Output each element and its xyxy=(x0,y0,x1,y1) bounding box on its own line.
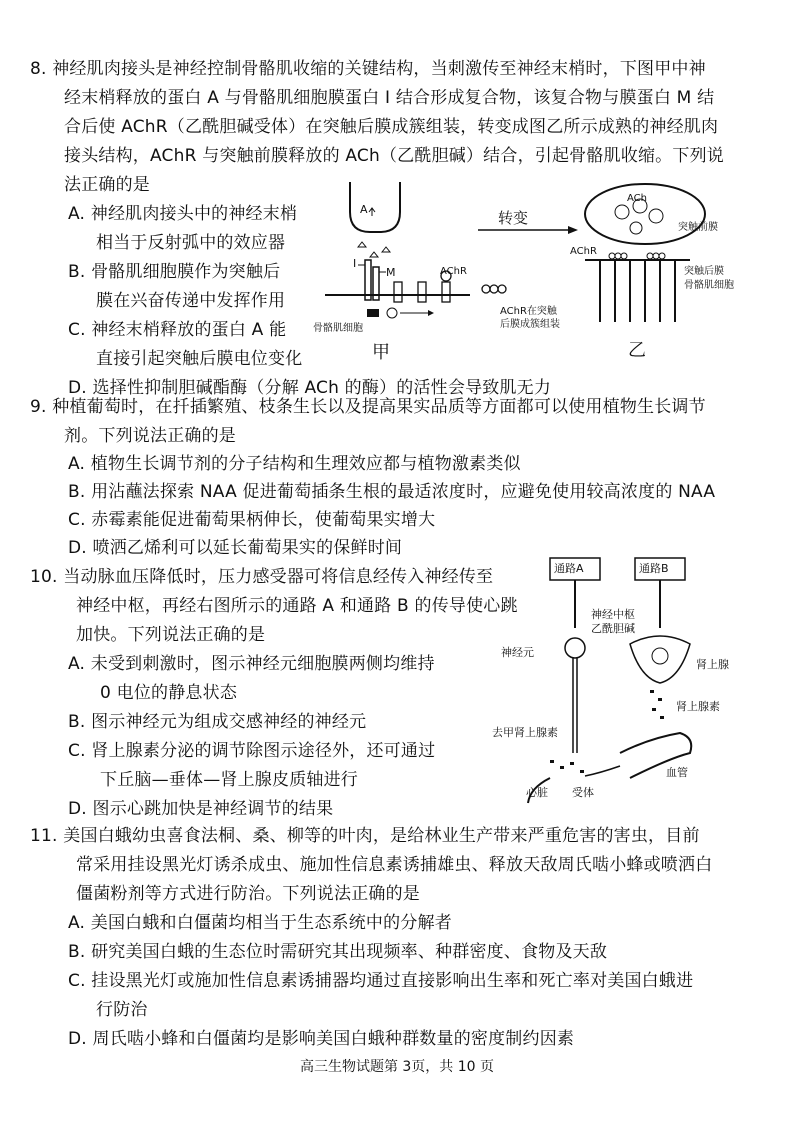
q9-option-a: A. 植物生长调节剂的分子结构和生理效应都与植物激素类似 xyxy=(68,454,521,474)
q9-option-d: D. 喷洒乙烯利可以延长葡萄果实的保鲜时间 xyxy=(68,538,403,558)
q8-stem-line-4: 接头结构，AChR 与突触前膜释放的 ACh（乙酰胆碱）结合，引起骨骼肌收缩。下列说 xyxy=(64,146,724,166)
q9-option-c: C. 赤霉素能促进葡萄果柄伸长，使葡萄果实增大 xyxy=(68,510,436,530)
q8-label-transform: 转变 xyxy=(498,209,529,227)
q10-label-adrenal: 肾上腺 xyxy=(696,658,729,671)
q8-label-muscle-cell: 骨骼肌细胞 xyxy=(313,323,363,334)
q11-option-d: D. 周氏啮小蜂和白僵菌均是影响美国白蛾种群数量的密度制约因素 xyxy=(68,1029,575,1049)
q8-option-b-line-2: 膜在兴奋传递中发挥作用 xyxy=(96,291,286,311)
q8-label-I: I xyxy=(353,257,357,270)
q8-option-b-line-1: B. 骨骼肌细胞膜作为突触后 xyxy=(68,262,281,282)
q10-label-adrenaline: 肾上腺素 xyxy=(676,700,720,713)
q10-option-d: D. 图示心跳加快是神经调节的结果 xyxy=(68,799,334,819)
q10-label-center: 神经中枢 xyxy=(591,608,635,621)
q10-option-b: B. 图示神经元为组成交感神经的神经元 xyxy=(68,712,367,732)
q8-option-d: D. 选择性抑制胆碱酯酶（分解 ACh 的酶）的活性会导致肌无力 xyxy=(68,378,552,398)
q10-option-a-line-2: 0 电位的静息状态 xyxy=(100,683,238,703)
q8-stem-line-3: 合后使 AChR（乙酰胆碱受体）在突触后膜成簇组装，转变成图乙所示成熟的神经肌肉 xyxy=(64,117,719,137)
q8-label-assembly-2: 后膜成簇组装 xyxy=(500,319,560,330)
q10-label-pathA: 通路A xyxy=(554,562,584,575)
q10-stem-line-1: 10. 当动脉血压降低时，压力感受器可将信息经传入神经传至 xyxy=(30,567,494,587)
q8-label-M: M xyxy=(386,266,396,279)
q11-option-c-line-2: 行防治 xyxy=(96,1000,148,1020)
q10-label-receptor: 受体 xyxy=(572,786,594,799)
q10-label-ach: 乙酰胆碱 xyxy=(591,622,635,635)
q8-stem-line-5: 法正确的是 xyxy=(64,175,150,195)
q10-label-pathB: 通路B xyxy=(639,562,669,575)
q10-label-neuron: 神经元 xyxy=(501,646,534,659)
q11-stem-line-3: 僵菌粉剂等方式进行防治。下列说法正确的是 xyxy=(76,884,420,904)
q10-figure xyxy=(490,548,730,818)
q9-stem-line-1: 9. 种植葡萄时，在扦插繁殖、枝条生长以及提高果实品质等方面都可以使用植物生长调节 xyxy=(30,397,706,417)
q8-label-ach: ACh xyxy=(627,193,647,204)
q8-option-a-line-2: 相当于反射弧中的效应器 xyxy=(96,233,286,253)
q8-label-presyn: 突触前膜 xyxy=(678,222,718,233)
q8-option-c-line-2: 直接引起突触后膜电位变化 xyxy=(96,349,303,369)
q8-label-postsyn-2: 骨骼肌细胞 xyxy=(684,280,734,291)
q10-neuron-body xyxy=(565,638,585,658)
q11-option-a: A. 美国白蛾和白僵菌均相当于生态系统中的分解者 xyxy=(68,913,452,933)
q8-label-achr-jia: AChR xyxy=(440,266,467,277)
q11-stem-line-1: 11. 美国白蛾幼虫喜食法桐、桑、柳等的叶肉，是给林业生产带来严重危害的害虫，目前 xyxy=(30,826,700,846)
q8-yi-folds xyxy=(600,260,675,322)
q8-figure xyxy=(300,172,740,372)
q10-label-vessel: 血管 xyxy=(666,766,688,779)
page-footer: 高三生物试题第 3页，共 10 页 xyxy=(299,1059,495,1075)
q10-adrenal-gland xyxy=(630,636,690,683)
q8-stem-line-1: 8. 神经肌肉接头是神经控制骨骼肌收缩的关键结构，当刺激传至神经末梢时，下图甲中神 xyxy=(30,59,706,79)
q9-option-b: B. 用沾蘸法探索 NAA 促进葡萄插条生根的最适浓度时，应避免使用较高浓度的 NAA xyxy=(68,482,716,502)
q10-stem-line-2: 神经中枢，再经右图所示的通路 A 和通路 B 的传导使心跳 xyxy=(76,596,518,616)
q10-label-noradrenaline: 去甲肾上腺素 xyxy=(492,726,558,739)
q11-option-c-line-1: C. 挂设黑光灯或施加性信息素诱捕器均通过直接影响出生率和死亡率对美国白蛾进 xyxy=(68,971,694,991)
q11-option-b: B. 研究美国白蛾的生态位时需研究其出现频率、种群密度、食物及天敌 xyxy=(68,942,608,962)
q8-label-assembly-1: AChR在突触 xyxy=(500,306,557,317)
q9-stem-line-2: 剂。下列说法正确的是 xyxy=(64,426,236,446)
q8-option-a-line-1: A. 神经肌肉接头中的神经末梢 xyxy=(68,204,298,224)
q10-stem-line-3: 加快。下列说法正确的是 xyxy=(76,625,266,645)
q8-label-A: A xyxy=(360,203,368,216)
q8-label-achr-yi: AChR xyxy=(570,246,597,257)
q11-stem-line-2: 常采用挂设黑光灯诱杀成虫、施加性信息素诱捕雄虫、释放天敌周氏啮小蜂或喷洒白 xyxy=(76,855,713,875)
q10-option-a-line-1: A. 未受到刺激时，图示神经元细胞膜两侧均维持 xyxy=(68,654,435,674)
q8-jia-nerve-terminal xyxy=(350,182,400,232)
q8-label-jia: 甲 xyxy=(372,342,390,363)
q8-label-yi: 乙 xyxy=(628,340,646,361)
q8-label-postsyn-1: 突触后膜 xyxy=(684,266,724,277)
q10-option-c-line-2: 下丘脑—垂体—肾上腺皮质轴进行 xyxy=(100,770,358,790)
q8-stem-line-2: 经末梢释放的蛋白 A 与骨骼肌细胞膜蛋白 I 结合形成复合物，该复合物与膜蛋白 M 结 xyxy=(64,88,715,108)
q10-option-c-line-1: C. 肾上腺素分泌的调节除图示途径外，还可通过 xyxy=(68,741,436,761)
q8-option-c-line-1: C. 神经末梢释放的蛋白 A 能 xyxy=(68,320,287,340)
q10-label-heart: 心脏 xyxy=(526,786,548,799)
